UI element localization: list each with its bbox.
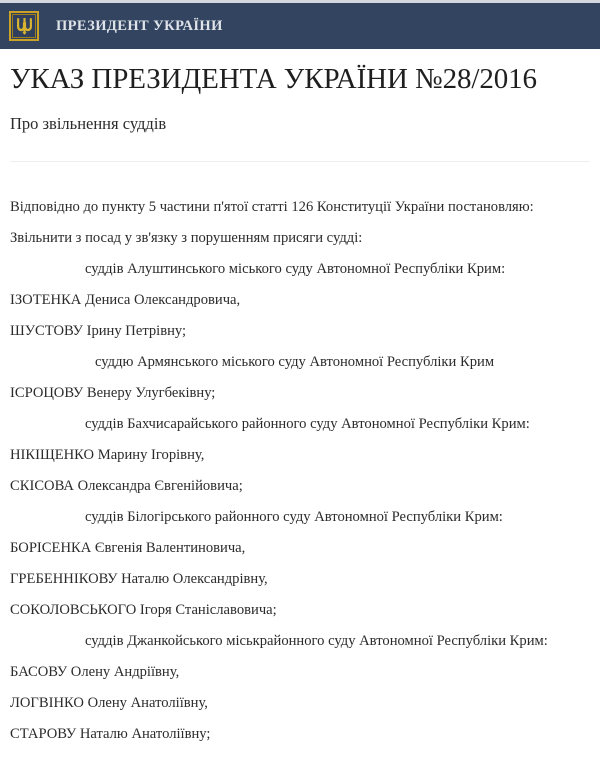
judge-entry-line: Відповідно до пункту 5 частини п'ятої статті 126 Конституції України постановляю: xyxy=(10,199,534,216)
judge-entry-line: НІКІЩЕНКО Марину Ігорівну, xyxy=(10,447,205,464)
court-heading-line: суддю Армянського міського суду Автономної Республіки Крим xyxy=(95,354,495,371)
court-heading-line: суддів Джанкойського міськрайонного суду Автономної Республіки Крим: xyxy=(85,633,548,650)
judge-entry-line: ШУСТОВУ Ірину Петрівну; xyxy=(10,323,187,340)
document-subtitle: Про звільнення суддів xyxy=(10,114,167,134)
judge-entry-line: ІЗОТЕНКА Дениса Олександровича, xyxy=(10,292,241,309)
court-heading-line: суддів Білогірського районного суду Автономної Республіки Крим: xyxy=(85,509,503,526)
judge-entry-line: ІСРОЦОВУ Венеру Улугбеківну; xyxy=(10,385,216,402)
judge-entry-line: БАСОВУ Олену Андріївну, xyxy=(10,664,180,681)
site-title: ПРЕЗИДЕНТ УКРАЇНИ xyxy=(56,17,223,34)
court-heading-line: суддів Алуштинського міського суду Автономної Республіки Крим: xyxy=(85,261,506,278)
court-heading-line: суддів Бахчисарайського районного суду Автономної Республіки Крим: xyxy=(85,416,530,433)
judge-entry-line: СКІСОВА Олександра Євгенійовича; xyxy=(10,478,243,495)
judge-entry-line: СТАРОВУ Наталю Анатоліївну; xyxy=(10,726,211,743)
judge-entry-line: ЛОГВІНКО Олену Анатоліївну, xyxy=(10,695,208,712)
judge-entry-line: БОРІСЕНКА Євгенія Валентиновича, xyxy=(10,540,246,557)
site-header xyxy=(0,3,600,49)
judge-entry-line: СОКОЛОВСЬКОГО Ігоря Станіславовича; xyxy=(10,602,277,619)
page-title: УКАЗ ПРЕЗИДЕНТА УКРАЇНИ №28/2016 xyxy=(10,63,537,95)
ukraine-trident-emblem-icon xyxy=(9,11,39,41)
judge-entry-line: ГРЕБЕННІКОВУ Наталю Олександрівну, xyxy=(10,571,268,588)
document-body xyxy=(0,192,600,750)
heading-divider xyxy=(10,161,590,162)
judge-entry-line: Звільнити з посад у зв'язку з порушенням присяги судді: xyxy=(10,230,363,247)
document-heading-area xyxy=(0,49,600,162)
